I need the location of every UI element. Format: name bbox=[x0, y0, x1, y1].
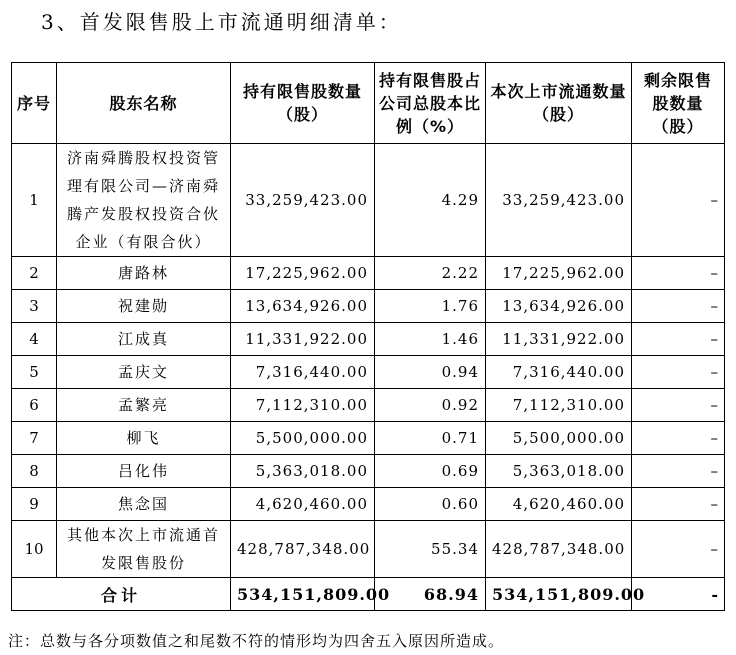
table-row bbox=[12, 521, 725, 578]
cell-holder: 祝建勋 bbox=[57, 290, 231, 323]
total-listed: 534,151,809.00 bbox=[486, 578, 632, 611]
total-label: 合计 bbox=[12, 578, 231, 611]
table-row bbox=[12, 290, 725, 323]
table-row bbox=[12, 488, 725, 521]
cell-seq: 10 bbox=[12, 521, 57, 578]
cell-remaining: – bbox=[632, 356, 725, 389]
cell-listed: 17,225,962.00 bbox=[486, 257, 632, 290]
cell-holder: 柳飞 bbox=[57, 422, 231, 455]
header-seq: 序号 bbox=[12, 63, 57, 144]
cell-ratio: 4.29 bbox=[375, 144, 486, 257]
cell-listed: 428,787,348.00 bbox=[486, 521, 632, 578]
cell-remaining: – bbox=[632, 323, 725, 356]
total-held: 534,151,809.00 bbox=[231, 578, 375, 611]
header-row bbox=[12, 63, 725, 144]
table-row bbox=[12, 323, 725, 356]
cell-holder: 孟繁亮 bbox=[57, 389, 231, 422]
cell-remaining: – bbox=[632, 389, 725, 422]
cell-held: 5,500,000.00 bbox=[231, 422, 375, 455]
cell-seq: 7 bbox=[12, 422, 57, 455]
footnote: 注：总数与各分项数值之和尾数不符的情形均为四舍五入原因所造成。 bbox=[8, 632, 505, 650]
cell-listed: 11,331,922.00 bbox=[486, 323, 632, 356]
cell-ratio: 0.92 bbox=[375, 389, 486, 422]
cell-seq: 8 bbox=[12, 455, 57, 488]
cell-ratio: 2.22 bbox=[375, 257, 486, 290]
table-row bbox=[12, 356, 725, 389]
cell-seq: 1 bbox=[12, 144, 57, 257]
cell-held: 7,316,440.00 bbox=[231, 356, 375, 389]
cell-ratio: 0.71 bbox=[375, 422, 486, 455]
cell-listed: 13,634,926.00 bbox=[486, 290, 632, 323]
cell-holder: 孟庆文 bbox=[57, 356, 231, 389]
cell-remaining: – bbox=[632, 257, 725, 290]
cell-listed: 7,316,440.00 bbox=[486, 356, 632, 389]
cell-held: 17,225,962.00 bbox=[231, 257, 375, 290]
cell-listed: 5,500,000.00 bbox=[486, 422, 632, 455]
cell-holder: 唐路林 bbox=[57, 257, 231, 290]
cell-seq: 4 bbox=[12, 323, 57, 356]
header-ratio: 持有限售股占公司总股本比例（%） bbox=[375, 63, 486, 144]
cell-ratio: 55.34 bbox=[375, 521, 486, 578]
cell-ratio: 1.46 bbox=[375, 323, 486, 356]
cell-seq: 2 bbox=[12, 257, 57, 290]
table-row bbox=[12, 422, 725, 455]
cell-seq: 9 bbox=[12, 488, 57, 521]
cell-listed: 33,259,423.00 bbox=[486, 144, 632, 257]
cell-listed: 7,112,310.00 bbox=[486, 389, 632, 422]
cell-ratio: 1.76 bbox=[375, 290, 486, 323]
cell-held: 33,259,423.00 bbox=[231, 144, 375, 257]
cell-held: 7,112,310.00 bbox=[231, 389, 375, 422]
cell-holder: 其他本次上市流通首发限售股份 bbox=[57, 521, 231, 578]
cell-seq: 6 bbox=[12, 389, 57, 422]
header-holder: 股东名称 bbox=[57, 63, 231, 144]
header-remaining: 剩余限售股数量（股） bbox=[632, 63, 725, 144]
cell-listed: 5,363,018.00 bbox=[486, 455, 632, 488]
cell-remaining: – bbox=[632, 521, 725, 578]
total-row bbox=[12, 578, 725, 611]
total-remaining: - bbox=[632, 578, 725, 611]
cell-held: 428,787,348.00 bbox=[231, 521, 375, 578]
cell-ratio: 0.69 bbox=[375, 455, 486, 488]
cell-ratio: 0.94 bbox=[375, 356, 486, 389]
cell-held: 13,634,926.00 bbox=[231, 290, 375, 323]
header-listed-shares: 本次上市流通数量（股） bbox=[486, 63, 632, 144]
cell-holder: 吕化伟 bbox=[57, 455, 231, 488]
restricted-shares-table bbox=[11, 62, 725, 611]
table-row bbox=[12, 257, 725, 290]
cell-held: 11,331,922.00 bbox=[231, 323, 375, 356]
cell-held: 4,620,460.00 bbox=[231, 488, 375, 521]
cell-listed: 4,620,460.00 bbox=[486, 488, 632, 521]
total-ratio: 68.94 bbox=[375, 578, 486, 611]
cell-holder: 济南舜腾股权投资管理有限公司—济南舜腾产发股权投资合伙企业（有限合伙） bbox=[57, 144, 231, 257]
cell-holder: 焦念国 bbox=[57, 488, 231, 521]
table-row bbox=[12, 455, 725, 488]
cell-remaining: – bbox=[632, 488, 725, 521]
table-row bbox=[12, 389, 725, 422]
cell-held: 5,363,018.00 bbox=[231, 455, 375, 488]
cell-holder: 江成真 bbox=[57, 323, 231, 356]
cell-ratio: 0.60 bbox=[375, 488, 486, 521]
section-heading: 3、首发限售股上市流通明细清单： bbox=[41, 10, 402, 34]
cell-remaining: – bbox=[632, 422, 725, 455]
cell-seq: 5 bbox=[12, 356, 57, 389]
cell-remaining: – bbox=[632, 455, 725, 488]
table-row bbox=[12, 144, 725, 257]
cell-remaining: – bbox=[632, 290, 725, 323]
cell-remaining: – bbox=[632, 144, 725, 257]
header-held-shares: 持有限售股数量（股） bbox=[231, 63, 375, 144]
cell-seq: 3 bbox=[12, 290, 57, 323]
